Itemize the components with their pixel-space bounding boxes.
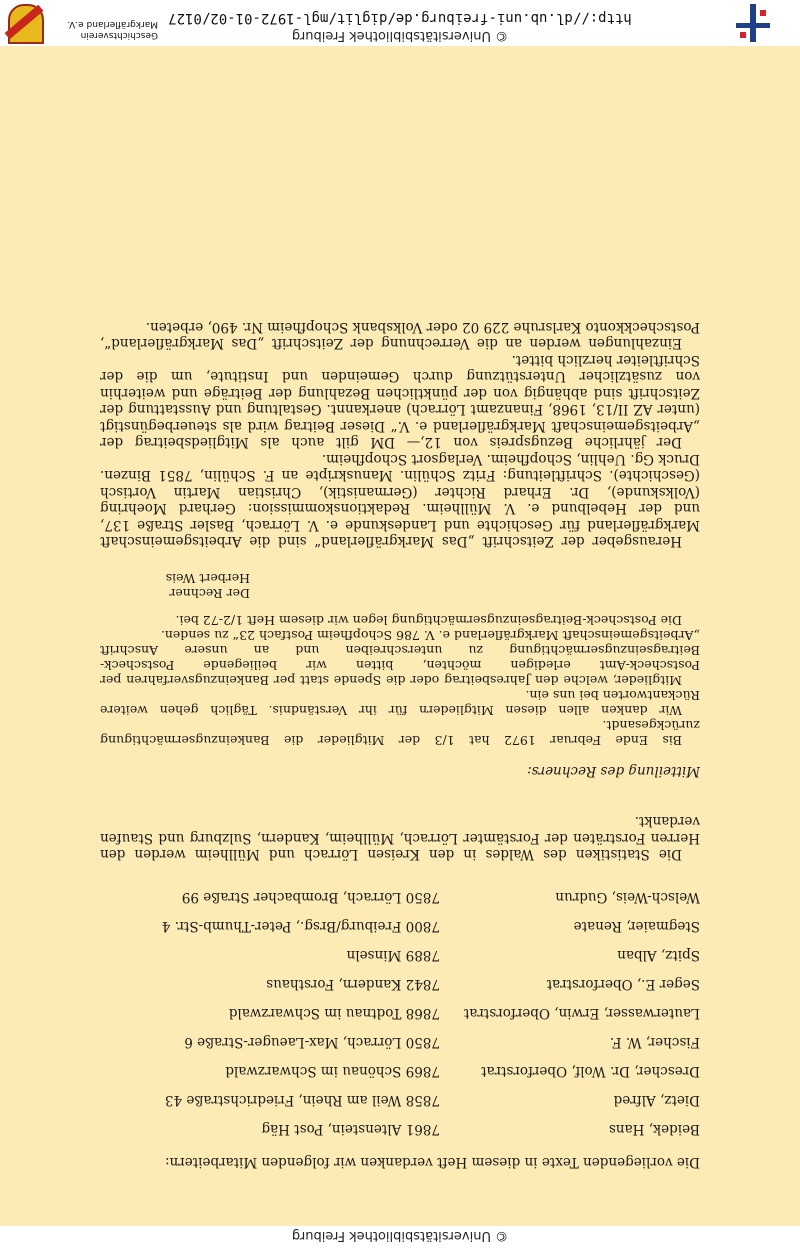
contributors-table: [100, 877, 700, 1138]
viewer-footer-bar: [0, 0, 800, 46]
publisher-paragraph-2: Der jährliche Bezugspreis von 12,— DM gilt auch als Mitgliedsbeitrag der „Arbeitsgemeinschaft Markgräflerland e. V.“ Dieser Beitrag wird als steuerbegünstigt (unter AZ II/13, 1968, Finanzamt Lörrach) anerkannt. Gestaltung und Ausstattung der Zeitschrift sind abhängig von der pünktlichen Bezahlung der Beiträge und weiterhin von zusätzlicher Unterstützung durch Gemeinden und Institute, um die der Schriftleiter herzlich bittet.: [100, 352, 700, 451]
contributor-address: 7850 Lörrach, Max-Laeuger-Straße 6: [184, 1034, 440, 1051]
contributor-name: Fischer, W. F.: [609, 1034, 700, 1051]
contributor-address: 7842 Kandern, Forsthaus: [266, 976, 440, 993]
contributor-address: 7861 Altenstein, Post Häg: [261, 1121, 440, 1138]
contributor-row: [100, 1051, 700, 1080]
contributor-name: Stegmaier, Renate: [573, 918, 700, 935]
page-rotated-180: [0, 46, 800, 1226]
statistics-note: Die Statistiken des Waldes in den Kreisen Lörrach und Müllheim werden den Herren Forsträten der Forstämter Lörrach, Müllheim, Kandern, Sulzburg und Staufen verdankt.: [100, 813, 700, 863]
contributor-row: [100, 993, 700, 1022]
contributor-name: Lauterwasser, Erwin, Oberforstrat: [463, 1005, 700, 1022]
scanned-page: [0, 46, 800, 1226]
contributors-intro: Die vorliegenden Texte in diesem Heft verdanken wir folgenden Mitarbeitern:: [165, 1154, 700, 1170]
signature-block: [100, 572, 700, 602]
contributor-row: [100, 1109, 700, 1138]
contributor-address: 7869 Schönau im Schwarzwald: [225, 1063, 440, 1080]
contributor-row: [100, 877, 700, 906]
signature-role: Der Rechner: [169, 586, 250, 602]
rechner-paragraph-1: Bis Ende Februar 1972 hat 1/3 der Mitglieder die Bankeinzugsermächtigung zurückgesandt.: [100, 718, 700, 749]
rechner-paragraph-2: Wir danken allen diesen Mitgliedern für ihr Verständnis. Täglich gehen weitere Rückantworten bei uns ein.: [100, 688, 700, 719]
contributor-address: 7800 Freiburg/Brsg., Peter-Thumb-Str. 4: [161, 918, 440, 935]
contributor-name: Spitz, Alban: [617, 947, 700, 964]
publisher-paragraph-3: Einzahlungen werden an die Verrechnung der Zeitschrift „Das Markgräflerland“, Postscheckkonto Karlsruhe 229 02 oder Volksbank Schopfheim Nr. 490, erbeten.: [100, 319, 700, 352]
page-text: [100, 319, 700, 1171]
bottom-copyright-partial: © Universitätsbibliothek Freiburg: [291, 1228, 509, 1243]
contributor-name: Seger E., Oberforstrat: [546, 976, 700, 993]
footer-rotated: [0, 0, 800, 46]
contributor-address: 7850 Lörrach, Brombacher Straße 99: [181, 889, 440, 906]
contributor-name: Welsch-Weis, Gudrun: [555, 889, 700, 906]
permalink-url[interactable]: http://dl.ub.uni-freiburg.de/diglit/mgl-1972-01-02/0127: [168, 10, 632, 26]
copyright-text: © Universitätsbibliothek Freiburg: [291, 28, 509, 43]
contributor-address: 7868 Todtnau im Schwarzwald: [228, 1005, 440, 1022]
contributor-address: 7858 Weil am Rhein, Friedrichstraße 43: [164, 1092, 440, 1109]
viewer-bottom-bar: [0, 1226, 800, 1259]
contributor-address: 7889 Minseln: [346, 947, 440, 964]
signature-name: Herbert Weis: [165, 571, 250, 587]
contributor-name: Drescher, Dr. Wolf, Oberforstrat: [481, 1063, 700, 1080]
rechner-paragraph-3: Mitglieder, welche den Jahresbeitrag oder die Spende statt per Bankeinzugsverfahren per Postscheck-Amt erledigen möchten, bitten wir beiliegende Postscheck-Beitragseinzugsermächtigung zu unterschreiben und an unsere Anschrift „Arbeitsgemeinschaft Markgräflerland e. V. 786 Schopfheim Postfach 23“ zu senden.: [100, 628, 700, 689]
society-name: Geschichtsverein Markgräflerland e.V.: [67, 19, 158, 40]
publisher-paragraph-1: Herausgeber der Zeitschrift „Das Markgräflerland“ sind die Arbeitsgemeinschaft Markgräflerland für Geschichte und Landeskunde e. V. Lörrach, Basler Straße 137, und der Hebelbund e. V. Müllheim. Redaktionskommission: Gerhard Moehring (Volkskunde), Dr. Erhard Richter (Germanistik), Christian Martin Vortisch (Geschichte). Schriftleitung: Fritz Schülin. Manuskripte an F. Schülin, 7851 Binzen. Druck Gg. Uehlin, Schopfheim. Verlagsort Schopfheim.: [100, 451, 700, 550]
contributor-row: [100, 1022, 700, 1051]
rechner-heading: Mitteilung des Rechners:: [527, 763, 700, 779]
contributor-row: [100, 935, 700, 964]
contributor-row: [100, 906, 700, 935]
contributor-name: Dietz, Alfred: [613, 1092, 700, 1109]
contributor-row: [100, 1080, 700, 1109]
contributor-name: Beidek, Hans: [608, 1121, 700, 1138]
contributor-row: [100, 964, 700, 993]
society-crest-icon: [8, 4, 44, 44]
rechner-paragraph-4: Die Postscheck-Beitragseinzugsermächtigung legen wir diesem Heft 1/2-72 bei.: [175, 613, 682, 629]
